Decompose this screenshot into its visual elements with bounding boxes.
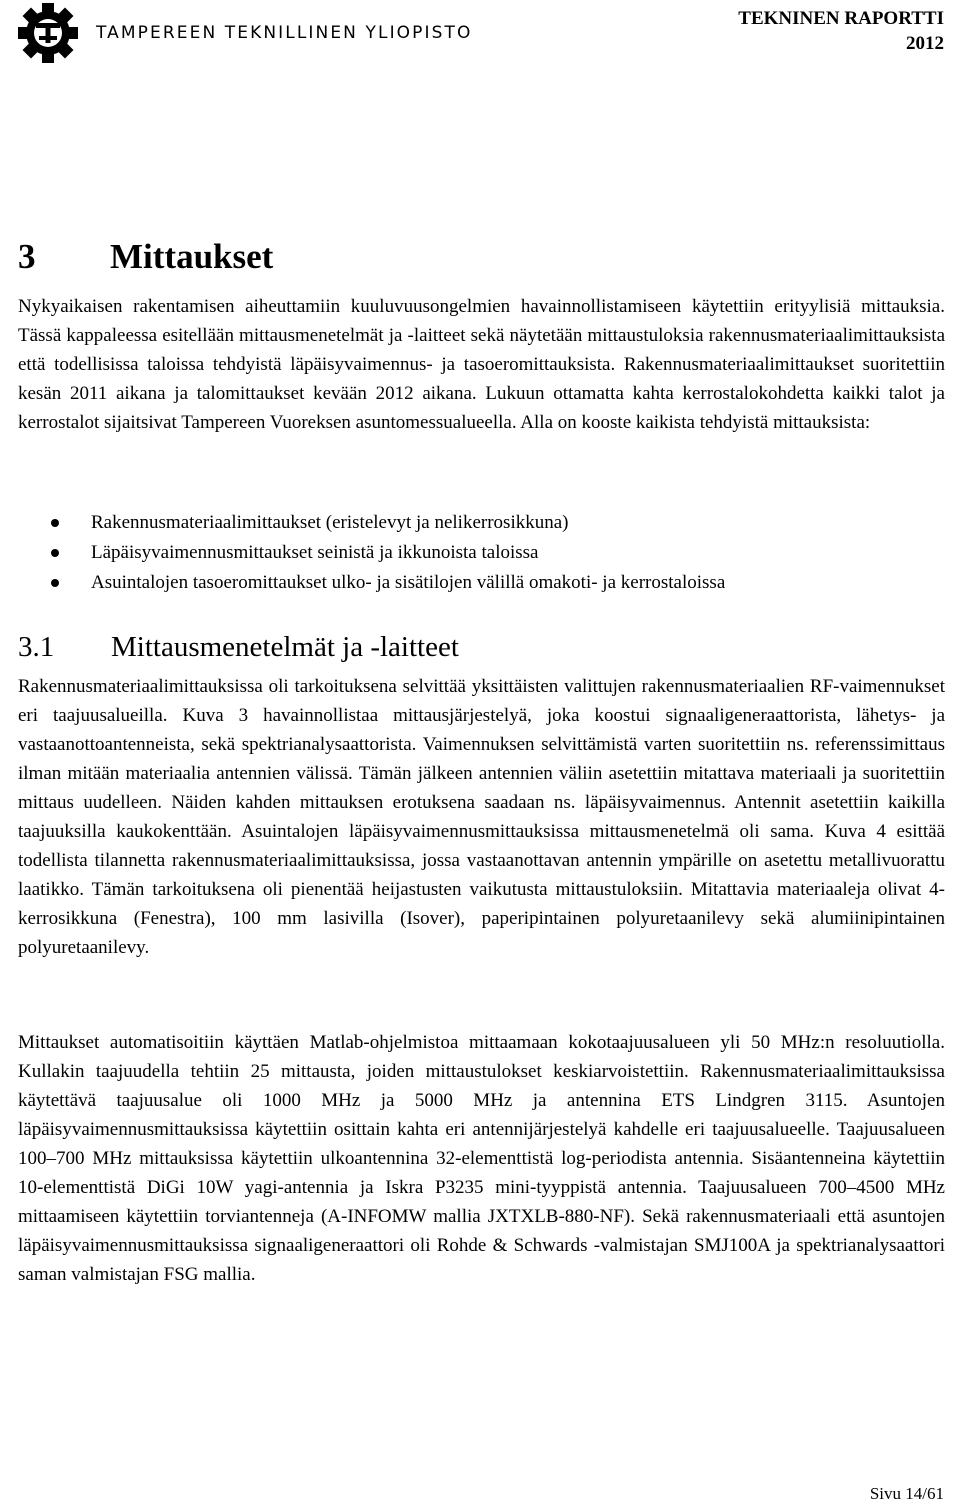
report-type: TEKNINEN RAPORTTI [738, 8, 944, 29]
section-title: Mittaukset [110, 237, 274, 276]
subsection-heading [18, 626, 945, 672]
list-item-text: Rakennusmateriaalimittaukset (eristelevyt ja nelikerrosikkuna) [91, 512, 569, 533]
list-item [18, 538, 945, 568]
page-header [0, 0, 960, 70]
automation-paragraph: Mittaukset automatisoitiin käyttäen Matlab-ohjelmistoa mittaamaan kokotaajuusalueen yli 50 MHz:n resoluutiolla. Kullakin taajuudella tehtiin 25 mittausta, joiden mittaustulokset keskiarvoistettiin. Rakennusmateriaalimittauksissa käytettävä taajuusalue oli 1000 MHz ja 5000 MHz ja antennina ETS Lindgren 3115. Asuntojen läpäisyvaimennusmittauksissa käytettiin osittain kahta eri antennijärjestelyä kahdelle eri taajuusalueelle. Taajuusalueen 100–700 MHz mittauksissa käytettiin ulkoantennina 32-elementtistä log-periodista antennia. Sisäantenneina käytettiin 10-elementtistä DiGi 10W yagi-antennia ja Iskra P3235 mini-tyyppistä antennia. Taajuusalueen 700–4500 MHz mittaamiseen käytettiin torviantenneja (A-INFOMW mallia JXTXLB-880-NF). Sekä rakennusmateriaali että asuntojen läpäisyvaimennusmittauksissa signaaligeneraattori oli Rohde & Schwards -valmistajan SMJ100A ja spektrianalysaattori saman valmistajan FSG mallia. [18, 1032, 945, 1285]
list-item-text: Läpäisyvaimennusmittaukset seinistä ja ikkunoista taloissa [91, 542, 539, 563]
bullet-icon [51, 519, 59, 527]
intro-paragraph: Nykyaikaisen rakentamisen aiheuttamiin kuuluvuusongelmien havainnollistamiseen käytettiin erityylisiä mittauksia. Tässä kappaleessa esitellään mittausmenetelmät ja -laitteet sekä näytetään mittaustuloksia rakennusmateriaalimittauksista että todellisissa taloissa tehdyistä läpäisyvaimennus- ja tasoeromittauksista. Rakennusmateriaalimittaukset suoritettiin kesän 2011 aikana ja talomittaukset kevään 2012 aikana. Lukuun ottamatta kahta kerrostalokohdetta kaikki talot ja kerrostalot sijaitsivat Tampereen Vuoreksen asuntomessualueella. Alla on kooste kaikista tehdyistä mittauksista: [18, 296, 945, 433]
section-heading [18, 230, 945, 292]
list-item-text: Asuintalojen tasoeromittaukset ulko- ja sisätilojen välillä omakoti- ja kerrostaloissa [91, 572, 726, 593]
list-item [18, 568, 945, 598]
measurement-list [18, 508, 945, 626]
subsection-title: Mittausmenetelmät ja -laitteet [111, 631, 459, 663]
page-number: Sivu 14/61 [869, 1484, 944, 1503]
report-info [738, 6, 944, 56]
bullet-icon [51, 579, 59, 587]
subsection-number: 3.1 [18, 631, 55, 663]
bullet-icon [51, 549, 59, 557]
document-body [18, 230, 945, 1289]
gear-logo-icon [17, 2, 79, 64]
list-item [18, 508, 945, 538]
section-number: 3 [18, 237, 36, 276]
method-paragraph: Rakennusmateriaalimittauksissa oli tarkoituksena selvittää yksittäisten valittujen rakennusmateriaalien RF-vaimennukset eri taajuusalueilla. Kuva 3 havainnollistaa mittausjärjestelyä, joka koostui signaaligeneraattorista, lähetys- ja vastaanottoantenneista, sekä spektrianalysaattorista. Vaimennuksen selvittämistä varten suoritettiin ns. referenssimittaus ilman mitään materiaalia antennien välissä. Tämän jälkeen antennien väliin asetettiin mitattava materiaali ja suoritettiin mittaus uudelleen. Näiden kahden mittauksen erotuksena saadaan ns. läpäisyvaimennus. Antennit asetettiin kaikilla taajuuksilla kaukokenttään. Asuintalojen läpäisyvaimennusmittauksissa mittausmenetelmä oli sama. Kuva 4 esittää todellista tilannetta rakennusmateriaalimittauksissa, jossa vastaanottavan antennin ympärille on asetettu metallivuorattu laatikko. Tämän tarkoituksena oli pienentää heijastusten vaikutusta mittaustuloksiin. Mitattavia materiaaleja olivat 4-kerrosikkuna (Fenestra), 100 mm lasivilla (Isover), paperipintainen polyuretaanilevy sekä alumiinipintainen polyuretaanilevy. [18, 676, 945, 958]
university-name: TAMPEREEN TEKNILLINEN YLIOPISTO [96, 23, 473, 43]
report-year: 2012 [906, 33, 944, 54]
